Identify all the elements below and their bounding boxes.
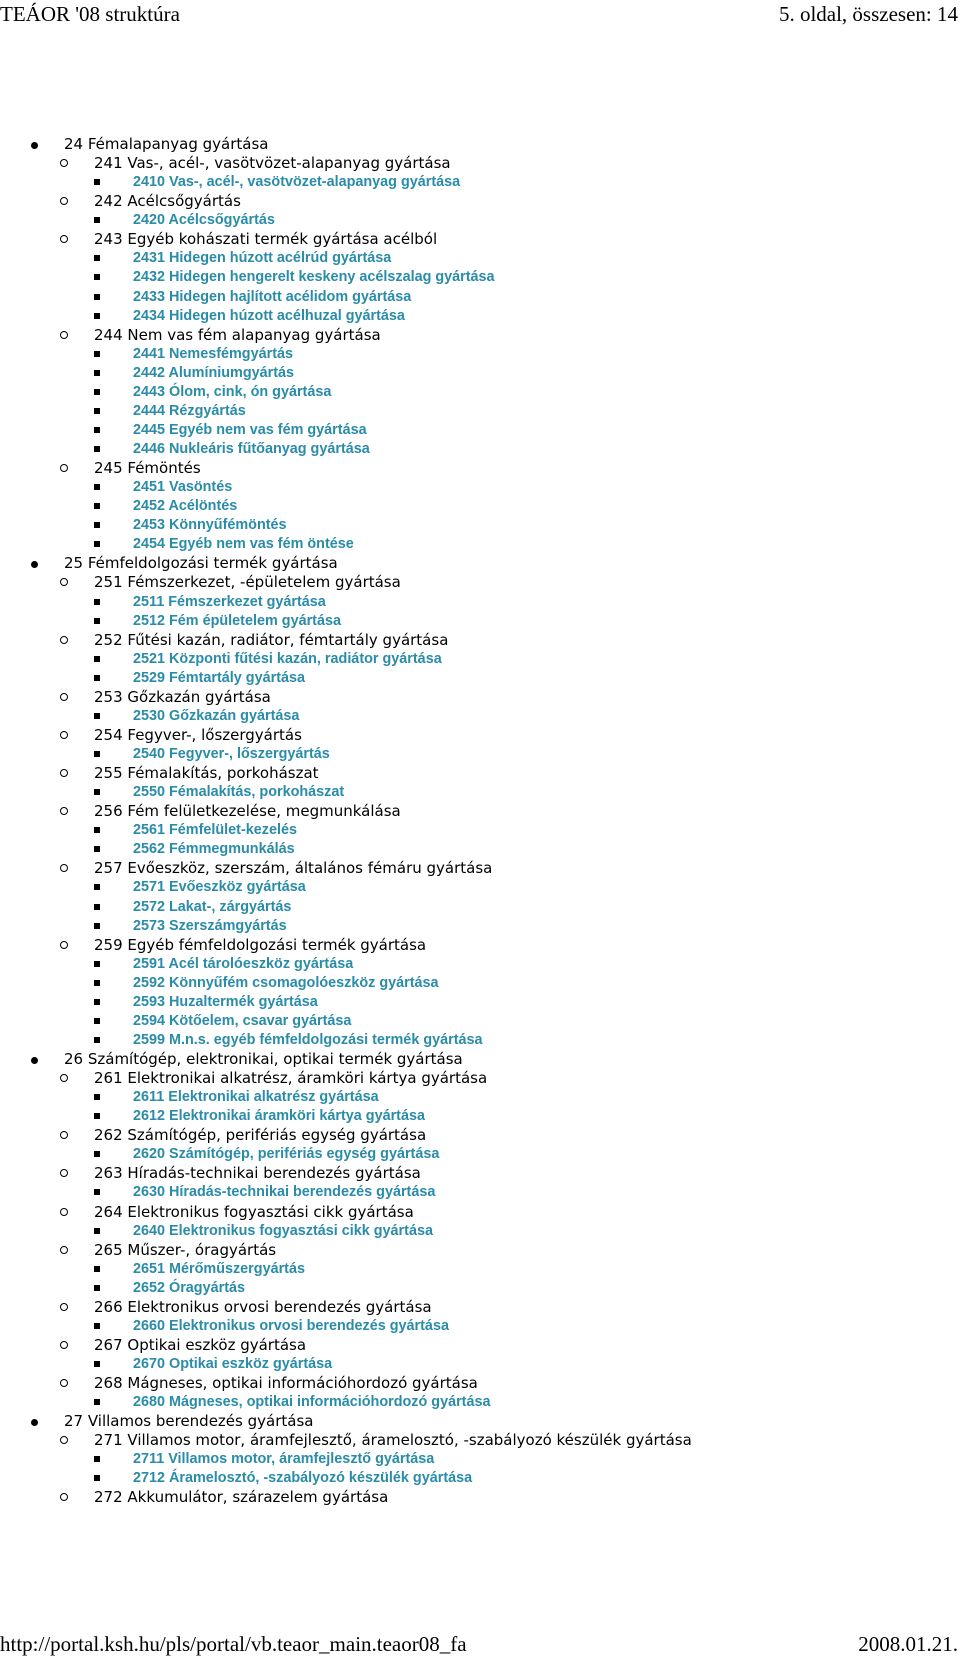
- item-label: 268 Mágneses, optikai információhordozó gyártása: [94, 1374, 478, 1393]
- class-link[interactable]: [0, 421, 960, 440]
- division-item: [0, 936, 960, 955]
- bullet-square-icon: [94, 923, 100, 929]
- item-label[interactable]: 2451 Vasöntés: [133, 479, 233, 496]
- division-item: [0, 631, 960, 650]
- bullet-square-icon: [94, 1189, 100, 1195]
- class-link[interactable]: [0, 1183, 960, 1202]
- item-label[interactable]: 2599 M.n.s. egyéb fémfeldolgozási termék gyártása: [133, 1031, 483, 1048]
- item-label[interactable]: 2529 Fémtartály gyártása: [133, 669, 305, 686]
- division-item: [0, 154, 960, 173]
- class-link[interactable]: [0, 707, 960, 726]
- class-link[interactable]: [0, 345, 960, 364]
- item-label[interactable]: 2432 Hidegen hengerelt keskeny acélszalag gyártása: [133, 269, 495, 286]
- item-label: 243 Egyéb kohászati termék gyártása acélból: [94, 230, 438, 249]
- item-label[interactable]: 2452 Acélöntés: [133, 498, 238, 515]
- bullet-square-icon: [94, 370, 100, 376]
- bullet-square-icon: [94, 408, 100, 414]
- item-label[interactable]: 2572 Lakat-, zárgyártás: [133, 898, 292, 915]
- bullet-circle-icon: [60, 1074, 68, 1082]
- bullet-square-icon: [94, 1399, 100, 1405]
- class-link[interactable]: [0, 1355, 960, 1374]
- item-label[interactable]: 2444 Rézgyártás: [133, 402, 246, 419]
- item-label[interactable]: 2562 Fémmegmunkálás: [133, 841, 295, 858]
- division-item: [0, 1126, 960, 1145]
- bullet-circle-icon: [60, 941, 68, 949]
- class-link[interactable]: [0, 1031, 960, 1050]
- item-label[interactable]: 2592 Könnyűfém csomagolóeszköz gyártása: [133, 974, 439, 991]
- section-item: [0, 554, 960, 573]
- class-link[interactable]: [0, 650, 960, 669]
- bullet-square-icon: [94, 427, 100, 433]
- class-link[interactable]: [0, 669, 960, 688]
- bullet-square-icon: [94, 1323, 100, 1329]
- division-item: [0, 1241, 960, 1260]
- bullet-circle-icon: [60, 1341, 68, 1349]
- class-link[interactable]: [0, 268, 960, 287]
- bullet-square-icon: [94, 675, 100, 681]
- bullet-square-icon: [94, 1228, 100, 1234]
- division-item: [0, 688, 960, 707]
- bullet-square-icon: [94, 1266, 100, 1272]
- section-item: [0, 135, 960, 154]
- class-link[interactable]: [0, 783, 960, 802]
- teaor-tree: [0, 135, 960, 1508]
- item-label: 241 Vas-, acél-, vasötvözet-alapanyag gyártása: [94, 154, 451, 173]
- class-link[interactable]: [0, 593, 960, 612]
- item-label: 244 Nem vas fém alapanyag gyártása: [94, 325, 381, 344]
- class-link[interactable]: [0, 364, 960, 383]
- bullet-square-icon: [94, 294, 100, 300]
- bullet-circle-icon: [60, 807, 68, 815]
- item-label: 25 Fémfeldolgozási termék gyártása: [64, 554, 338, 573]
- item-label[interactable]: 2521 Központi fűtési kazán, radiátor gyártása: [133, 650, 442, 667]
- bullet-disc-icon: [31, 1419, 38, 1426]
- class-link[interactable]: [0, 1012, 960, 1031]
- document-title: TEÁOR '08 struktúra: [0, 2, 180, 26]
- bullet-square-icon: [94, 179, 100, 185]
- item-label[interactable]: 2441 Nemesfémgyártás: [133, 345, 293, 362]
- bullet-square-icon: [94, 846, 100, 852]
- class-link[interactable]: [0, 535, 960, 554]
- class-link[interactable]: [0, 383, 960, 402]
- bullet-square-icon: [94, 618, 100, 624]
- division-item: [0, 1298, 960, 1317]
- division-item: [0, 1431, 960, 1450]
- class-link[interactable]: [0, 821, 960, 840]
- item-label: 26 Számítógép, elektronikai, optikai termék gyártása: [64, 1050, 463, 1068]
- item-label[interactable]: 2620 Számítógép, perifériás egység gyártása: [133, 1146, 440, 1163]
- bullet-square-icon: [94, 1113, 100, 1119]
- item-label[interactable]: 2571 Evőeszköz gyártása: [133, 879, 306, 896]
- bullet-square-icon: [94, 217, 100, 223]
- item-label[interactable]: 2612 Elektronikai áramköri kártya gyártása: [133, 1108, 425, 1125]
- class-link[interactable]: [0, 440, 960, 459]
- item-label[interactable]: 2442 Alumíniumgyártás: [133, 364, 295, 381]
- item-label[interactable]: 2433 Hidegen hajlított acélidom gyártása: [133, 288, 412, 305]
- division-item: [0, 726, 960, 745]
- class-link[interactable]: [0, 974, 960, 993]
- bullet-square-icon: [94, 656, 100, 662]
- item-label: 262 Számítógép, perifériás egység gyártása: [94, 1126, 427, 1145]
- class-link[interactable]: [0, 1317, 960, 1336]
- item-label[interactable]: 2550 Fémalakítás, porkohászat: [133, 784, 345, 801]
- bullet-circle-icon: [60, 864, 68, 872]
- item-label[interactable]: 2680 Mágneses, optikai információhordozó gyártása: [133, 1394, 491, 1411]
- division-item: [0, 1374, 960, 1393]
- bullet-square-icon: [94, 1456, 100, 1462]
- bullet-circle-icon: [60, 769, 68, 777]
- footer-url: http://portal.ksh.hu/pls/portal/vb.teaor_main.teaor08_fa: [0, 1632, 467, 1656]
- bullet-circle-icon: [60, 636, 68, 644]
- bullet-circle-icon: [60, 1208, 68, 1216]
- class-link[interactable]: [0, 955, 960, 974]
- class-link[interactable]: [0, 307, 960, 326]
- bullet-circle-icon: [60, 731, 68, 739]
- class-link[interactable]: [0, 497, 960, 516]
- bullet-square-icon: [94, 313, 100, 319]
- bullet-square-icon: [94, 961, 100, 967]
- division-item: [0, 230, 960, 249]
- class-link[interactable]: [0, 1222, 960, 1241]
- item-label[interactable]: 2446 Nukleáris fűtőanyag gyártása: [133, 441, 370, 457]
- item-label: 263 Híradás-technikai berendezés gyártása: [94, 1164, 421, 1183]
- item-label[interactable]: 2445 Egyéb nem vas fém gyártása: [133, 421, 367, 438]
- division-item: [0, 1203, 960, 1222]
- bullet-circle-icon: [60, 1246, 68, 1254]
- item-label[interactable]: 2434 Hidegen húzott acélhuzal gyártása: [133, 307, 405, 324]
- bullet-circle-icon: [60, 1169, 68, 1177]
- item-label[interactable]: 2453 Könnyűfémöntés: [133, 517, 287, 534]
- item-label: 257 Evőeszköz, szerszám, általános fémáru gyártása: [94, 859, 493, 878]
- class-link[interactable]: [0, 1107, 960, 1126]
- bullet-disc-icon: [31, 142, 38, 149]
- class-link[interactable]: [0, 878, 960, 897]
- item-label[interactable]: 2540 Fegyver-, lőszergyártás: [133, 746, 330, 762]
- class-link[interactable]: [0, 402, 960, 421]
- item-label[interactable]: 2652 Óragyártás: [133, 1279, 246, 1296]
- bullet-square-icon: [94, 389, 100, 395]
- bullet-circle-icon: [60, 464, 68, 472]
- bullet-circle-icon: [60, 235, 68, 243]
- bullet-square-icon: [94, 1094, 100, 1100]
- bullet-circle-icon: [60, 693, 68, 701]
- bullet-square-icon: [94, 1151, 100, 1157]
- item-label: 267 Optikai eszköz gyártása: [94, 1335, 307, 1354]
- division-item: [0, 192, 960, 211]
- item-label[interactable]: 2561 Fémfelület-kezelés: [133, 822, 297, 839]
- bullet-square-icon: [94, 884, 100, 890]
- bullet-circle-icon: [60, 578, 68, 586]
- item-label[interactable]: 2630 Híradás-technikai berendezés gyártása: [133, 1184, 436, 1201]
- bullet-circle-icon: [60, 331, 68, 339]
- item-label[interactable]: 2594 Kötőelem, csavar gyártása: [133, 1012, 352, 1029]
- division-item: [0, 1488, 960, 1507]
- class-link[interactable]: [0, 516, 960, 535]
- class-link[interactable]: [0, 478, 960, 497]
- bullet-square-icon: [94, 980, 100, 986]
- item-label[interactable]: 2670 Optikai eszköz gyártása: [133, 1356, 333, 1372]
- bullet-circle-icon: [60, 1379, 68, 1387]
- bullet-circle-icon: [60, 1436, 68, 1444]
- item-label[interactable]: 2530 Gőzkazán gyártása: [133, 707, 300, 724]
- item-label[interactable]: 2420 Acélcsőgyártás: [133, 212, 275, 229]
- class-link[interactable]: [0, 173, 960, 192]
- division-item: [0, 802, 960, 821]
- footer-date: 2008.01.21.: [858, 1632, 958, 1656]
- item-label: 255 Fémalakítás, porkohászat: [94, 764, 319, 783]
- item-label[interactable]: 2711 Villamos motor, áramfejlesztő gyártása: [133, 1451, 435, 1468]
- bullet-square-icon: [94, 751, 100, 757]
- item-label: 256 Fém felületkezelése, megmunkálása: [94, 802, 401, 821]
- division-item: [0, 1069, 960, 1088]
- item-label[interactable]: 2443 Ólom, cink, ón gyártása: [133, 383, 332, 400]
- class-link[interactable]: [0, 288, 960, 307]
- item-label: 24 Fémalapanyag gyártása: [64, 135, 269, 153]
- bullet-square-icon: [94, 1475, 100, 1481]
- item-label[interactable]: 2591 Acél tárolóeszköz gyártása: [133, 955, 354, 972]
- bullet-circle-icon: [60, 1131, 68, 1139]
- division-item: [0, 859, 960, 878]
- item-label: 261 Elektronikai alkatrész, áramköri kártya gyártása: [94, 1069, 488, 1088]
- class-link[interactable]: [0, 249, 960, 268]
- item-label[interactable]: 2454 Egyéb nem vas fém öntése: [133, 536, 354, 553]
- bullet-square-icon: [94, 255, 100, 261]
- bullet-square-icon: [94, 789, 100, 795]
- class-link[interactable]: [0, 1088, 960, 1107]
- bullet-disc-icon: [31, 1057, 38, 1064]
- bullet-square-icon: [94, 999, 100, 1005]
- item-label: 252 Fűtési kazán, radiátor, fémtartály gyártása: [94, 630, 449, 649]
- class-link[interactable]: [0, 993, 960, 1012]
- bullet-square-icon: [94, 904, 100, 910]
- item-label[interactable]: 2651 Mérőműszergyártás: [133, 1260, 305, 1277]
- item-label: 254 Fegyver-, lőszergyártás: [94, 725, 302, 744]
- bullet-square-icon: [94, 274, 100, 280]
- class-link[interactable]: [0, 1260, 960, 1279]
- item-label[interactable]: 2593 Huzaltermék gyártása: [133, 993, 318, 1010]
- item-label: 264 Elektronikus fogyasztási cikk gyártása: [94, 1202, 414, 1221]
- bullet-disc-icon: [31, 561, 38, 568]
- division-item: [0, 764, 960, 783]
- class-link[interactable]: [0, 745, 960, 764]
- section-item: [0, 1412, 960, 1431]
- bullet-square-icon: [94, 446, 100, 452]
- class-link[interactable]: [0, 840, 960, 859]
- item-label[interactable]: 2431 Hidegen húzott acélrúd gyártása: [133, 250, 392, 267]
- class-link[interactable]: [0, 1469, 960, 1488]
- item-label[interactable]: 2712 Áramelosztó, -szabályozó készülék gyártása: [133, 1470, 473, 1487]
- item-label[interactable]: 2611 Elektronikai alkatrész gyártása: [133, 1089, 379, 1106]
- item-label: 266 Elektronikus orvosi berendezés gyártása: [94, 1297, 432, 1316]
- bullet-square-icon: [94, 1018, 100, 1024]
- item-label: 242 Acélcsőgyártás: [94, 192, 241, 211]
- item-label[interactable]: 2410 Vas-, acél-, vasötvözet-alapanyag gyártása: [133, 174, 461, 191]
- item-label[interactable]: 2660 Elektronikus orvosi berendezés gyártása: [133, 1317, 449, 1334]
- bullet-square-icon: [94, 1285, 100, 1291]
- item-label: 27 Villamos berendezés gyártása: [64, 1412, 314, 1431]
- item-label: 265 Műszer-, óragyártás: [94, 1240, 277, 1259]
- item-label: 271 Villamos motor, áramfejlesztő, áramelosztó, -szabályozó készülék gyártása: [94, 1431, 692, 1450]
- bullet-circle-icon: [60, 197, 68, 205]
- class-link[interactable]: [0, 898, 960, 917]
- class-link[interactable]: [0, 917, 960, 936]
- bullet-square-icon: [94, 484, 100, 490]
- bullet-square-icon: [94, 351, 100, 357]
- class-link[interactable]: [0, 1279, 960, 1298]
- page-number: 5. oldal, összesen: 14: [778, 2, 958, 26]
- bullet-square-icon: [94, 1037, 100, 1043]
- division-item: [0, 573, 960, 592]
- item-label: 245 Fémöntés: [94, 459, 201, 478]
- bullet-square-icon: [94, 522, 100, 528]
- bullet-circle-icon: [60, 1493, 68, 1501]
- item-label[interactable]: 2511 Fémszerkezet gyártása: [133, 593, 326, 610]
- bullet-circle-icon: [60, 159, 68, 167]
- class-link[interactable]: [0, 1393, 960, 1412]
- class-link[interactable]: [0, 1145, 960, 1164]
- item-label[interactable]: 2512 Fém épületelem gyártása: [133, 612, 341, 629]
- division-item: [0, 1164, 960, 1183]
- class-link[interactable]: [0, 211, 960, 230]
- bullet-square-icon: [94, 503, 100, 509]
- class-link[interactable]: [0, 1450, 960, 1469]
- section-item: [0, 1050, 960, 1069]
- bullet-square-icon: [94, 827, 100, 833]
- item-label[interactable]: 2640 Elektronikus fogyasztási cikk gyártása: [133, 1222, 433, 1239]
- division-item: [0, 326, 960, 345]
- item-label: 253 Gőzkazán gyártása: [94, 687, 271, 706]
- bullet-square-icon: [94, 1361, 100, 1367]
- class-link[interactable]: [0, 612, 960, 631]
- division-item: [0, 459, 960, 478]
- bullet-circle-icon: [60, 1303, 68, 1311]
- bullet-square-icon: [94, 541, 100, 547]
- bullet-square-icon: [94, 599, 100, 605]
- bullet-square-icon: [94, 713, 100, 719]
- item-label: 272 Akkumulátor, szárazelem gyártása: [94, 1488, 389, 1507]
- item-label: 259 Egyéb fémfeldolgozási termék gyártása: [94, 935, 427, 954]
- item-label: 251 Fémszerkezet, -épületelem gyártása: [94, 573, 401, 592]
- division-item: [0, 1336, 960, 1355]
- item-label[interactable]: 2573 Szerszámgyártás: [133, 917, 287, 934]
